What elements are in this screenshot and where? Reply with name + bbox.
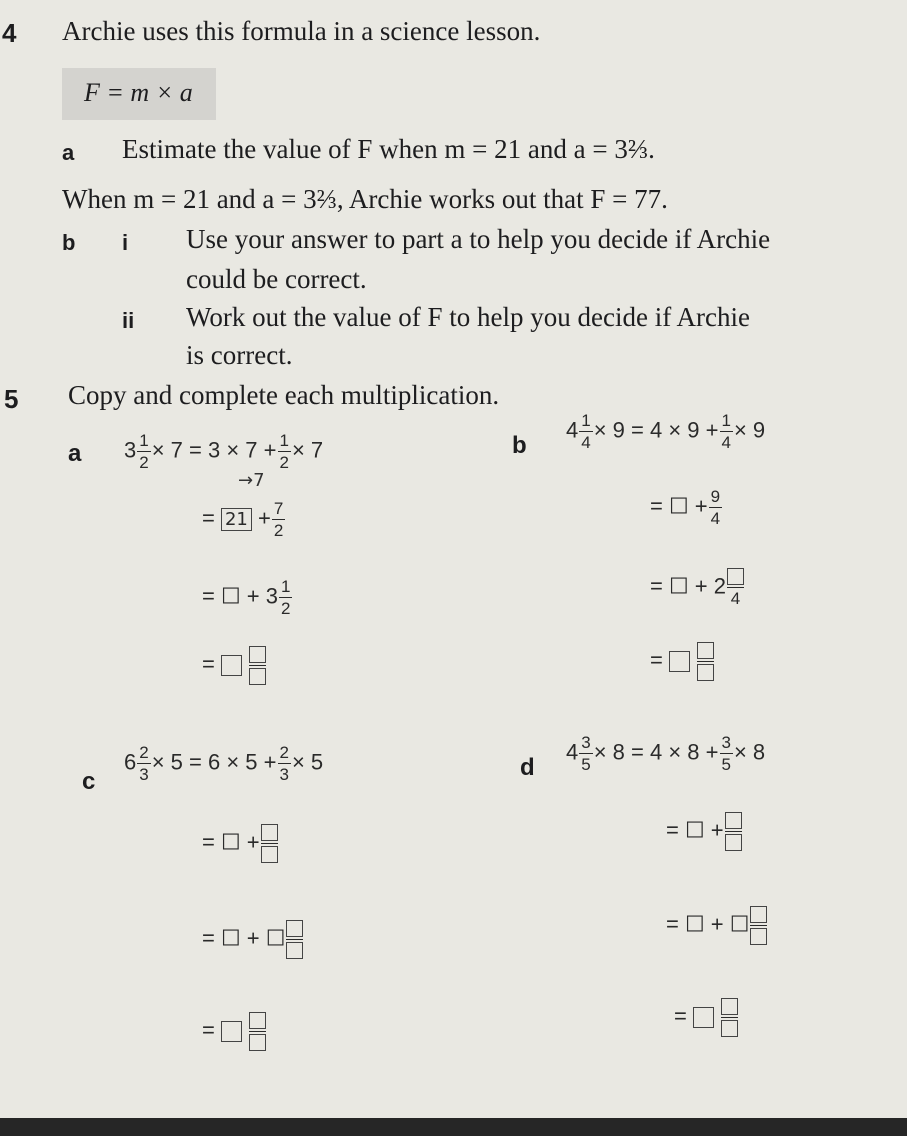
- q5-b-numerator-box[interactable]: [727, 568, 744, 585]
- part-b-i-label: i: [122, 230, 129, 255]
- q5-b-denominator-box[interactable]: [697, 664, 714, 681]
- q5-d-line-3: =: [674, 998, 739, 1037]
- q5-c-denominator-box-3[interactable]: [249, 1034, 266, 1051]
- q5-a-line-1: = 21 + $\frac{7}{2}$: [202, 499, 284, 540]
- part-b-i-line-2: could be correct.: [186, 264, 367, 294]
- q5-a-answer-box[interactable]: 21: [221, 508, 252, 531]
- q5-c-line-1: = ☐ +: [202, 824, 279, 863]
- formula: F = m × a: [84, 78, 193, 107]
- question-5-number: 5: [4, 384, 19, 414]
- q5-part-d-label: d: [520, 754, 535, 781]
- q5-d-numerator-box-3[interactable]: [721, 998, 738, 1015]
- q5-b-numerator-box-2[interactable]: [697, 642, 714, 659]
- q5-b-line-3: =: [650, 642, 715, 681]
- q5-b-whole-box[interactable]: [669, 651, 690, 672]
- page-edge-shadow: [0, 1118, 907, 1136]
- q5-b-line-2: = ☐ + 2 4: [650, 568, 745, 607]
- q5-d-numerator-box-2[interactable]: [750, 906, 767, 923]
- q5-part-c-label: c: [82, 768, 96, 795]
- q5-a-denominator-box[interactable]: [249, 668, 266, 685]
- q5-part-a-label: a: [68, 440, 82, 467]
- q5-d-line-1: = ☐ +: [666, 812, 743, 851]
- question-5-intro: Copy and complete each multiplication.: [68, 380, 500, 410]
- q5-a-whole-box[interactable]: [221, 655, 242, 676]
- part-a-text: Estimate the value of F when m = 21 and a = 3⅔.: [122, 134, 655, 164]
- q5-c-line-3: =: [202, 1012, 267, 1051]
- q5-c-line-2: = ☐ + ☐: [202, 920, 304, 959]
- q5-a-statement: 3 $\frac{1}{2}$ × 7 = 3 × 7 + $\frac{1}{2}$ × 7: [124, 431, 324, 472]
- question-4-number: 4: [2, 18, 17, 48]
- q5-d-line-2: = ☐ + ☐: [666, 906, 768, 945]
- q5-c-statement: 6 $\frac{2}{3}$ × 5 = 6 × 5 + $\frac{2}{3}$ × 5: [124, 743, 324, 784]
- part-b-ii-label: ii: [122, 308, 135, 333]
- q5-a-numerator-box[interactable]: [249, 646, 266, 663]
- q5-c-whole-box[interactable]: [221, 1021, 242, 1042]
- q5-part-b-label: b: [512, 432, 527, 459]
- part-b-i-line-1: Use your answer to part a to help you decide if Archie: [186, 224, 771, 254]
- question-4-intro: Archie uses this formula in a science lesson.: [62, 16, 541, 46]
- q5-d-statement: 4 $\frac{3}{5}$ × 8 = 4 × 8 + $\frac{3}{5}$ × 8: [566, 733, 766, 774]
- q5-d-denominator-box[interactable]: [725, 834, 742, 851]
- given-values-text: When m = 21 and a = 3⅔, Archie works out that F = 77.: [62, 184, 668, 214]
- q5-b-line-1: = ☐ + $\frac{9}{4}$: [650, 487, 721, 528]
- q5-c-numerator-box-2[interactable]: [286, 920, 303, 937]
- q5-b-statement: 4 $\frac{1}{4}$ × 9 = 4 × 9 + $\frac{1}{4}$ × 9: [566, 411, 766, 452]
- q5-c-numerator-box[interactable]: [261, 824, 278, 841]
- part-b-ii-line-1: Work out the value of F to help you decide if Archie: [186, 302, 750, 332]
- part-b-label: b: [62, 230, 76, 255]
- q5-d-whole-box[interactable]: [693, 1007, 714, 1028]
- q5-a-line-3: =: [202, 646, 267, 685]
- q5-d-denominator-box-3[interactable]: [721, 1020, 738, 1037]
- part-a-label: a: [62, 140, 75, 165]
- q5-d-denominator-box-2[interactable]: [750, 928, 767, 945]
- q5-a-scribble: →7: [238, 470, 265, 491]
- part-b-ii-line-2: is correct.: [186, 340, 293, 370]
- q5-c-numerator-box-3[interactable]: [249, 1012, 266, 1029]
- q5-c-denominator-box-2[interactable]: [286, 942, 303, 959]
- q5-d-numerator-box[interactable]: [725, 812, 742, 829]
- q5-c-denominator-box[interactable]: [261, 846, 278, 863]
- q5-a-line-2: = ☐ + 3 $\frac{1}{2}$: [202, 577, 291, 618]
